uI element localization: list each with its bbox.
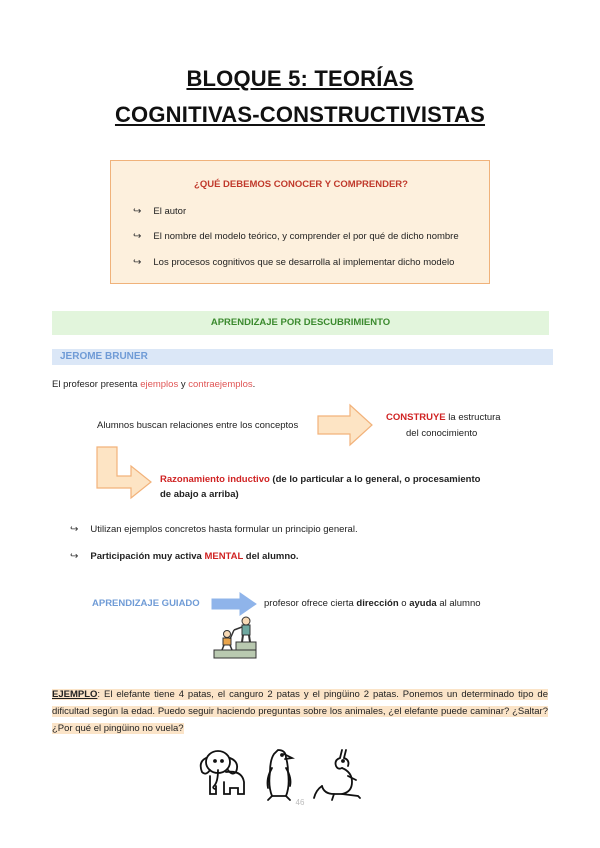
example-paragraph [52,686,548,737]
elephant-icon [196,748,256,800]
learning-goal-item: ↪ Los procesos cognitivos que se desarrolla al implementar dicho modelo [133,257,455,268]
bullet-item: ↪ Utilizan ejemplos concretos hasta formular un principio general. [70,524,358,535]
example-label: EJEMPLO [52,689,98,700]
kangaroo-icon [312,746,366,802]
author-heading: JEROME BRUNER [52,349,553,365]
arrow-icon: ↪ [133,231,142,242]
penguin-icon [262,746,296,802]
bullet-item: ↪ Participación muy activa MENTAL del alumno. [70,551,299,562]
diagram-razonamiento-line2: de abajo a arriba) [160,489,239,500]
diagram-left-text: Alumnos buscan relaciones entre los conceptos [97,420,299,431]
blue-arrow-icon [212,593,256,615]
arrow-icon: ↪ [133,206,142,217]
learning-goal-item: ↪ El nombre del modelo teórico, y comprender el por qué de dicho nombre [133,231,459,242]
page-title-line1: BLOQUE 5: TEORÍAS [186,66,414,91]
page-number: 46 [295,798,305,807]
guiado-label: APRENDIZAJE GUIADO [92,598,200,609]
arrow-icon: ↪ [70,524,79,535]
diagram-construye-line1: CONSTRUYE la estructura [386,412,501,423]
learning-goals-heading: ¿QUÉ DEBEMOS CONOCER Y COMPRENDER? [194,179,408,190]
bent-arrow-icon [97,447,151,498]
arrow-icon: ↪ [133,257,142,268]
example-text: : El elefante tiene 4 patas, el canguro 2 patas y el pingüino 2 patas. Ponemos un determinado tipo de dificultad según la edad. Puedo seguir haciendo preguntas sobre los animales, ¿el elefante puede caminar? ¿Saltar? ¿Por qué el pingüino no vuela? [52,689,548,734]
guidance-illustration-icon [212,614,260,660]
guiado-text: profesor ofrece cierta dirección o ayuda al alumno [264,598,481,609]
arrow-icon: ↪ [70,551,79,562]
diagram-razonamiento-line1: Razonamiento inductivo (de lo particular a lo general, o procesamiento [160,474,481,485]
page-title-line2: COGNITIVAS-CONSTRUCTIVISTAS [114,102,486,127]
right-arrow-icon [318,405,372,445]
learning-goal-item: ↪ El autor [133,206,187,217]
section-heading-descubrimiento: APRENDIZAJE POR DESCUBRIMIENTO [52,311,549,335]
diagram-construye-line2: del conocimiento [406,428,478,439]
intro-line: El profesor presenta ejemplos y contraejemplos. [52,379,256,390]
